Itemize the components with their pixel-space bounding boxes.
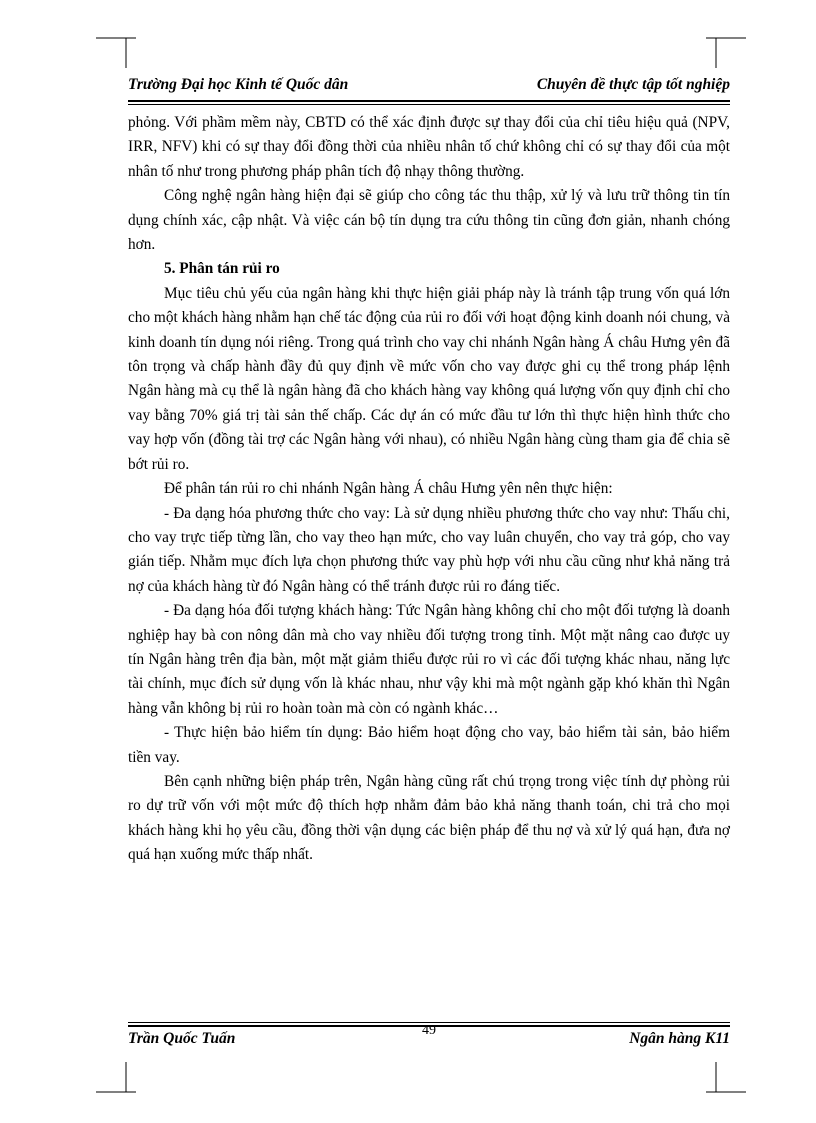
crop-mark-bottom-left — [96, 1062, 136, 1102]
page-header — [128, 76, 730, 100]
header-rule-thin — [128, 104, 730, 105]
paragraph-1: phỏng. Với phầm mềm này, CBTD có thể xác định được sự thay đổi của chỉ tiêu hiệu quả (NPV, IRR, NFV) khi có sự thay đổi đồng thời của nhiều nhân tố chứ không chỉ có sự thay đổi của một nhân tố như trong phương pháp phân tích độ nhạy thông thường. — [128, 114, 730, 180]
crop-mark-top-left — [96, 28, 136, 68]
header-title: Chuyên đề thực tập tốt nghiệp — [536, 76, 730, 93]
section-heading: 5. Phân tán rủi ro — [164, 260, 280, 278]
crop-mark-top-right — [706, 28, 746, 68]
header-rule-thick — [128, 100, 730, 102]
paragraph-4: Để phân tán rủi ro chi nhánh Ngân hàng Á châu Hưng yên nên thực hiện: — [164, 480, 613, 498]
paragraph-6: - Đa dạng hóa đối tượng khách hàng: Tức Ngân hàng không chỉ cho một đối tượng là doanh nghiệp hay bà con nông dân mà cho vay nhiều đối tượng trong tỉnh. Một mặt nâng cao được uy tín Ngân hàng trên địa bàn, một mặt giảm thiểu được rủi ro vì các đối tượng khác nhau, năng lực tài chính, mục đích sử dụng vốn là khác nhau, như vậy khi mà một ngành gặp khó khăn thì Ngân hàng vẫn không bị rủi ro hoàn toàn mà còn có ngành khác… — [128, 602, 730, 717]
page-footer — [128, 1023, 730, 1053]
footer-class: Ngân hàng K11 — [629, 1030, 730, 1047]
paragraph-7: - Thực hiện bảo hiểm tín dụng: Bảo hiểm hoạt động cho vay, bảo hiểm tài sản, bảo hiểm tiền vay. — [128, 724, 730, 766]
paragraph-5: - Đa dạng hóa phương thức cho vay: Là sử dụng nhiều phương thức cho vay như: Thấu chi, cho vay trực tiếp từng lần, cho vay theo hạn mức, cho vay luân chuyển, cho vay trả góp, cho vay gián tiếp. Nhằm mục đích lựa chọn phương thức vay phù hợp với nhu cầu cũng như khả năng trả nợ của khách hàng từ đó Ngân hàng có thể tránh được rủi ro đáng tiếc. — [128, 504, 730, 595]
header-school: Trường Đại học Kinh tế Quốc dân — [128, 76, 349, 93]
page-number: 49 — [422, 1023, 436, 1038]
paragraph-8: Bên cạnh những biện pháp trên, Ngân hàng cũng rất chú trọng trong việc tính dự phòng rủi ro dự trữ vốn với một mức độ thích hợp nhằm đảm bảo khả năng thanh toán, chi trả cho mọi khách hàng khi họ yêu cầu, đồng thời vận dụng các biện pháp để thu nợ và xử lý quá hạn, đưa nợ quá hạn xuống mức thấp nhất. — [128, 772, 730, 864]
paragraph-2: Công nghệ ngân hàng hiện đại sẽ giúp cho công tác thu thập, xử lý và lưu trữ thông tin tín dụng chính xác, cập nhật. Và việc cán bộ tín dụng tra cứu thông tin cũng đơn giản, nhanh chóng hơn. — [128, 187, 730, 254]
page-body — [128, 111, 730, 868]
crop-mark-bottom-right — [706, 1062, 746, 1102]
paragraph-3: Mục tiêu chủ yếu của ngân hàng khi thực hiện giải pháp này là tránh tập trung vốn quá lớn cho một khách hàng nhằm hạn chế tác động của rủi ro đối với hoạt động kinh doanh nói chung, và kinh doanh tín dụng nói riêng. Trong quá trình cho vay chi nhánh Ngân hàng Á châu Hưng yên đã tôn trọng và chấp hành đầy đủ quy định về mức vốn cho vay được ghi cụ thể trong pháp lệnh Ngân hàng mà cụ thể là ngân hàng đã cho khách hàng vay không quá lượng vốn quy định chỉ cho vay bằng 70% giá trị tài sản thế chấp. Các dự án có mức đầu tư lớn thì thực hiện hình thức cho vay hợp vốn (đồng tài trợ các Ngân hàng với nhau), có nhiều Ngân hàng cùng tham gia để chia sẽ bớt rủi ro. — [128, 284, 730, 473]
footer-author: Trần Quốc Tuấn — [128, 1030, 236, 1047]
